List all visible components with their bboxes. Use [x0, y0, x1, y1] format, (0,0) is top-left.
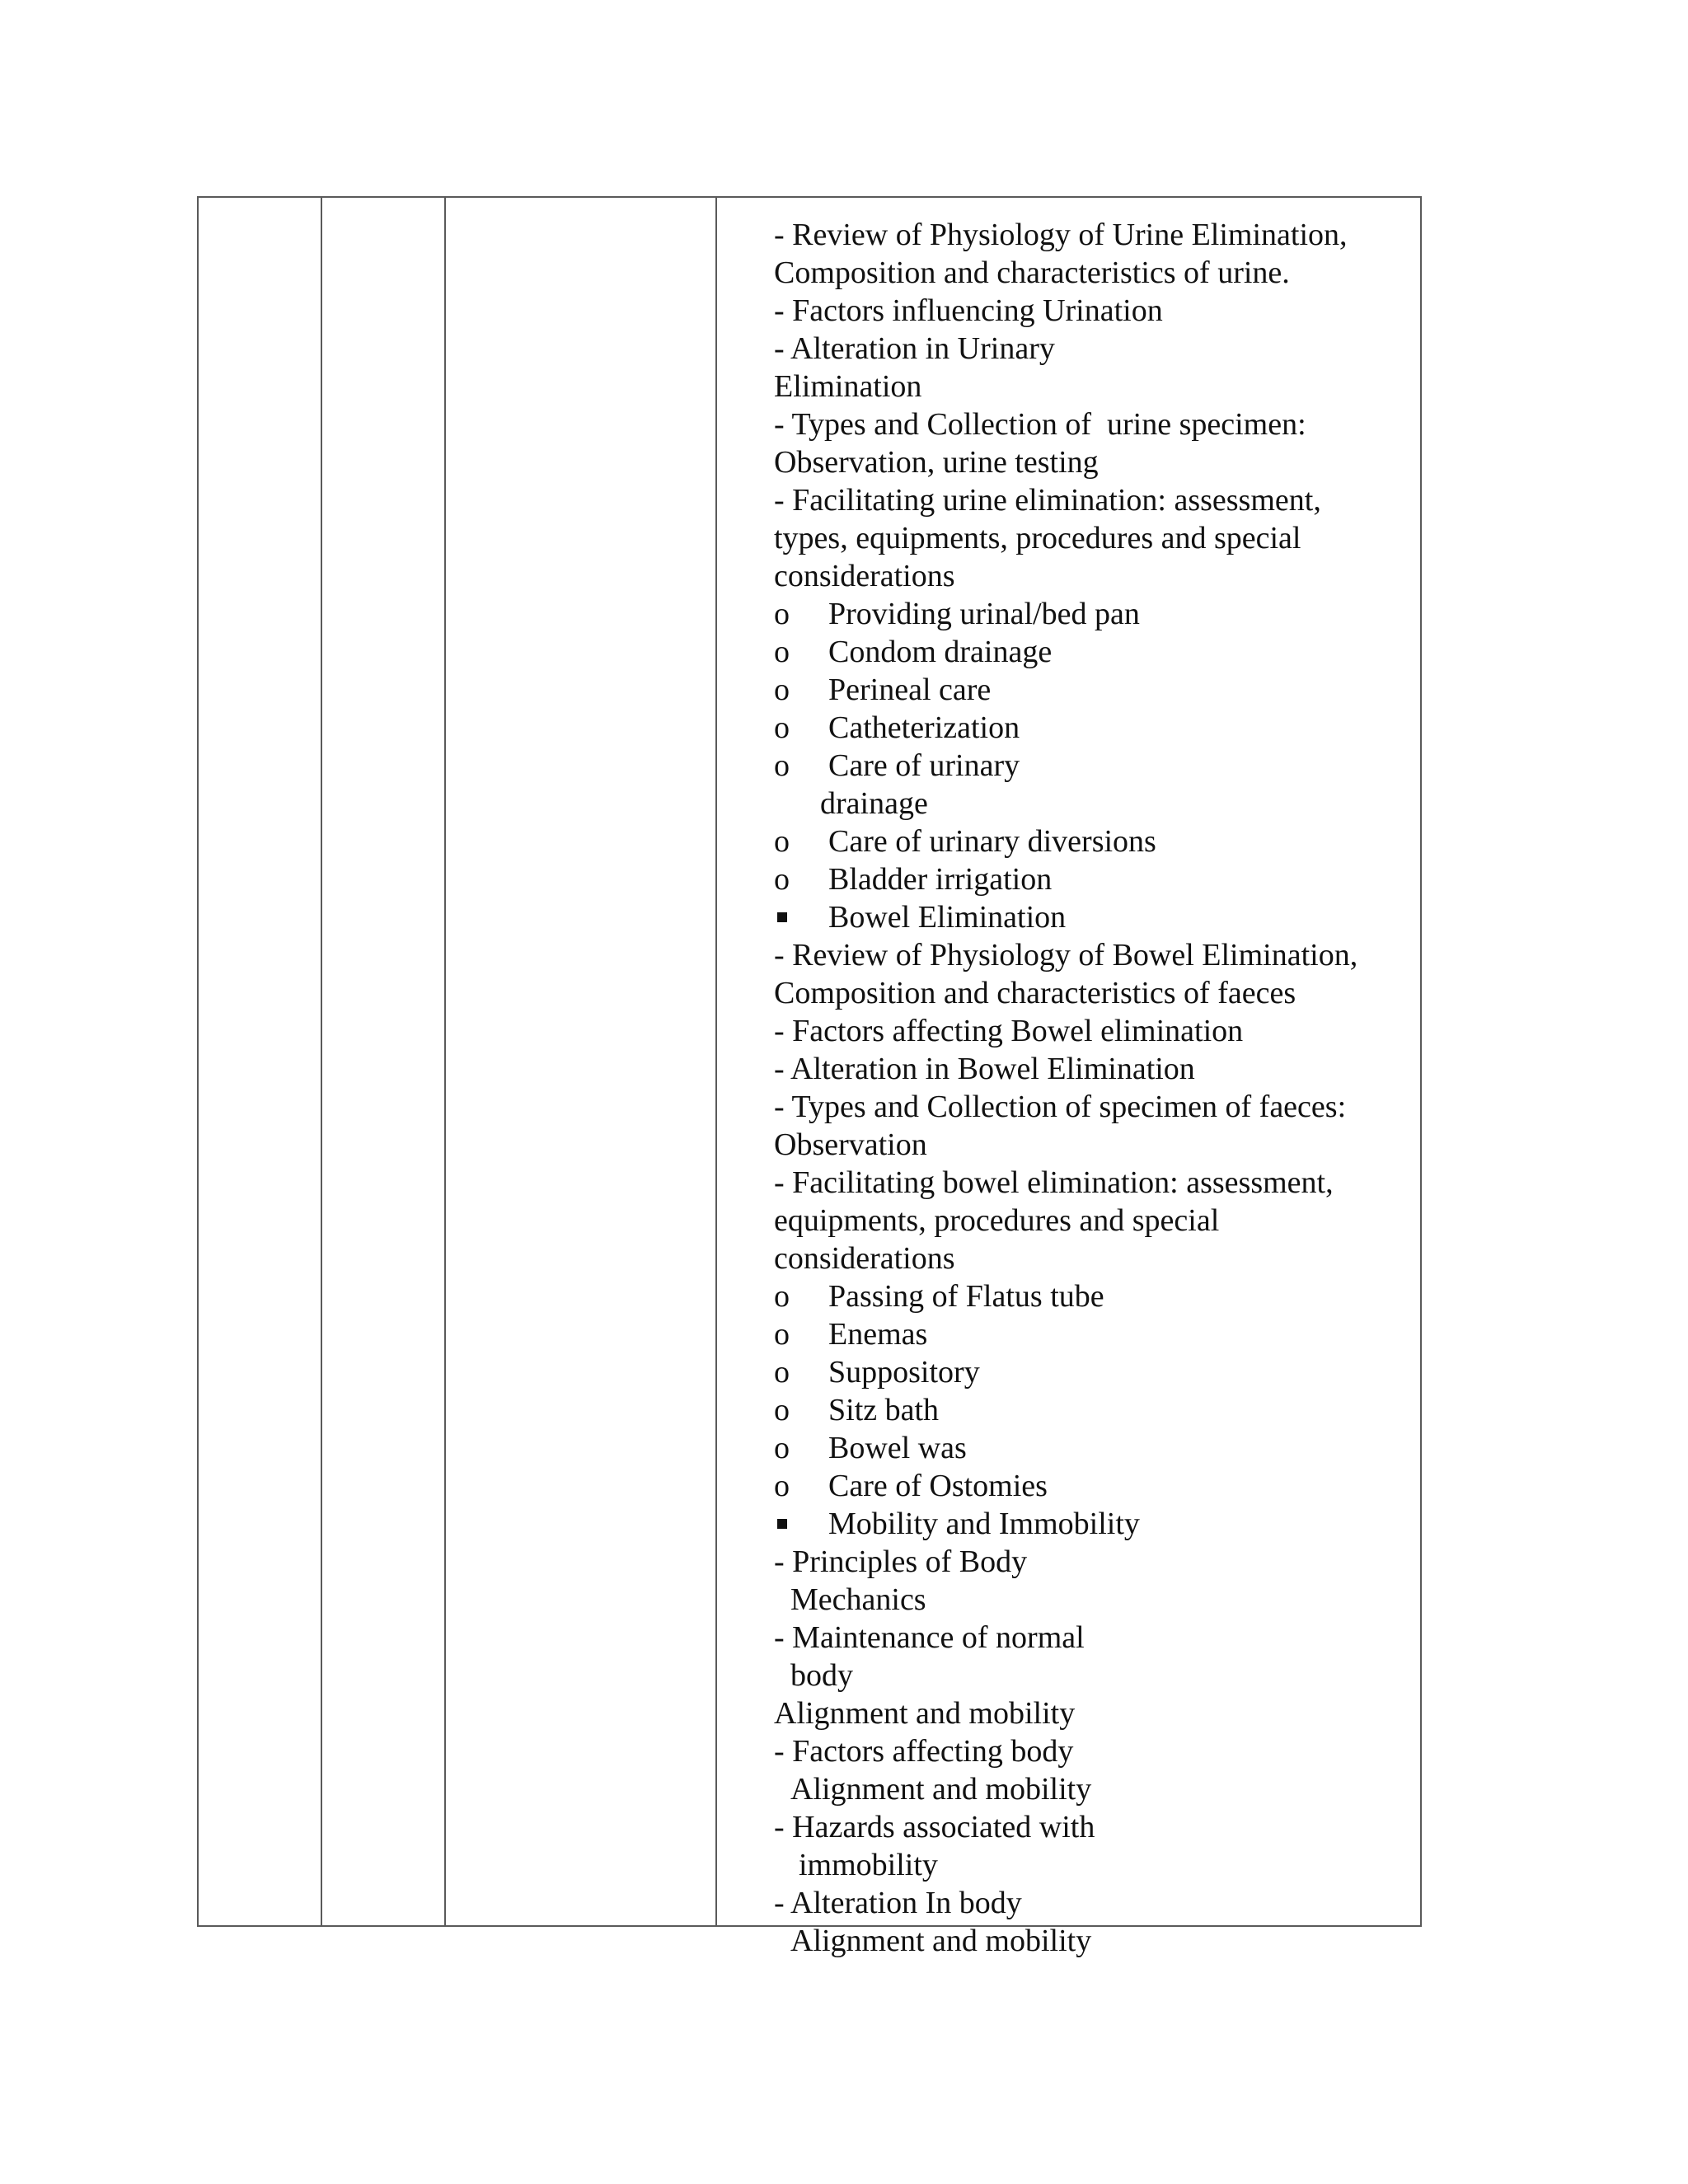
bullet-text: Bowel was — [828, 1431, 967, 1465]
bullet-text: Bowel Elimination — [828, 900, 1067, 935]
text-line: - Alteration in Urinary — [774, 331, 1055, 366]
circle-bullet-icon: o — [774, 1317, 790, 1352]
text-line: Observation, urine testing — [774, 445, 1099, 480]
text-line: - Hazards associated with — [774, 1810, 1095, 1844]
bullet-text: Mobility and Immobility — [828, 1507, 1140, 1541]
text-line: Alignment and mobility — [790, 1924, 1092, 1958]
circle-bullet-icon: o — [774, 748, 790, 783]
column-divider-1 — [321, 198, 322, 1925]
bullet-text: Catheterization — [828, 710, 1020, 745]
bullet-text: Care of urinary diversions — [828, 824, 1156, 859]
bullet-text: Perineal care — [828, 673, 992, 707]
circle-bullet-icon: o — [774, 673, 790, 707]
bullet-text: Suppository — [828, 1355, 980, 1390]
text-line: equipments, procedures and special — [774, 1203, 1220, 1238]
text-line: types, equipments, procedures and special — [774, 521, 1301, 555]
text-line: drainage — [820, 786, 928, 821]
text-line: immobility — [799, 1848, 938, 1882]
circle-bullet-icon: o — [774, 710, 790, 745]
text-line: Observation — [774, 1127, 927, 1162]
text-line: - Principles of Body — [774, 1544, 1028, 1579]
circle-bullet-icon: o — [774, 597, 790, 631]
bullet-text: Sitz bath — [828, 1393, 940, 1427]
bullet-text: Care of Ostomies — [828, 1469, 1048, 1503]
text-line: - Alteration In body — [774, 1886, 1022, 1920]
text-line: - Factors affecting Bowel elimination — [774, 1014, 1244, 1048]
text-line: Alignment and mobility — [790, 1772, 1092, 1807]
circle-bullet-icon: o — [774, 1279, 790, 1314]
circle-bullet-icon: o — [774, 1469, 790, 1503]
bullet-text: Enemas — [828, 1317, 928, 1352]
text-line: body — [790, 1658, 853, 1693]
text-line: Alignment and mobility — [774, 1696, 1076, 1731]
bullet-text: Condom drainage — [828, 635, 1053, 669]
text-line: - Maintenance of normal — [774, 1620, 1085, 1655]
column-divider-2 — [444, 198, 446, 1925]
text-line: - Types and Collection of specimen of faeces: — [774, 1090, 1347, 1124]
text-line: Mechanics — [790, 1582, 926, 1617]
text-line: - Factors influencing Urination — [774, 293, 1163, 328]
text-line: - Review of Physiology of Urine Elimination, — [774, 218, 1348, 252]
bullet-text: Passing of Flatus tube — [828, 1279, 1104, 1314]
circle-bullet-icon: o — [774, 1393, 790, 1427]
bullet-text: Bladder irrigation — [828, 862, 1053, 897]
bullet-text: Providing urinal/bed pan — [828, 597, 1140, 631]
text-line: Elimination — [774, 369, 922, 404]
text-line: - Facilitating urine elimination: assessment, — [774, 483, 1321, 518]
circle-bullet-icon: o — [774, 1355, 790, 1390]
text-line: Composition and characteristics of urine. — [774, 255, 1290, 290]
text-line: - Alteration in Bowel Elimination — [774, 1052, 1195, 1086]
circle-bullet-icon: o — [774, 1431, 790, 1465]
text-line: - Factors affecting body — [774, 1734, 1074, 1769]
bullet-text: Care of urinary — [828, 748, 1020, 783]
circle-bullet-icon: o — [774, 635, 790, 669]
text-line: considerations — [774, 559, 955, 593]
text-line: - Facilitating bowel elimination: assessment, — [774, 1165, 1334, 1200]
text-line: Composition and characteristics of faeces — [774, 976, 1296, 1010]
column-divider-3 — [715, 198, 717, 1925]
text-line: - Review of Physiology of Bowel Elimination, — [774, 938, 1358, 972]
circle-bullet-icon: o — [774, 862, 790, 897]
text-line: considerations — [774, 1241, 955, 1276]
text-line: - Types and Collection of urine specimen: — [774, 407, 1306, 442]
circle-bullet-icon: o — [774, 824, 790, 859]
